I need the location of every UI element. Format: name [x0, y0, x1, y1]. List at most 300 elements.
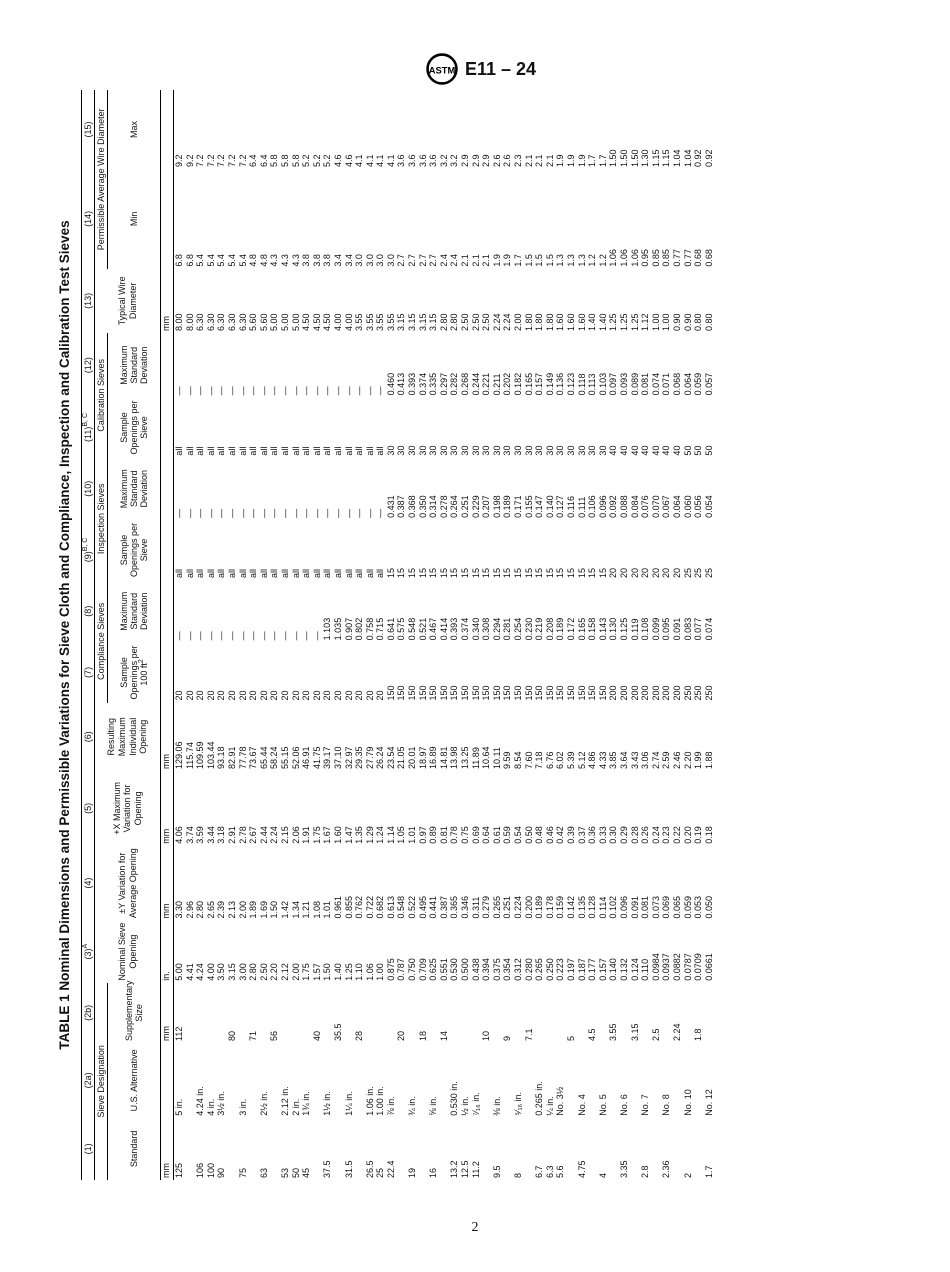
table-cell: all	[258, 446, 269, 456]
table-cell	[587, 1043, 598, 1118]
astm-logo-icon	[425, 52, 459, 86]
table-cell: —	[279, 631, 290, 641]
table-cell: all	[248, 569, 259, 579]
table-cell: 5.00	[269, 313, 280, 331]
table-cell: 11.89	[470, 747, 481, 770]
table-cell: 3.43	[629, 751, 640, 770]
table-cell: 2.44	[258, 826, 269, 844]
table-cell: No. 6	[618, 1094, 629, 1116]
table-cell: 6.4	[258, 154, 269, 167]
table-cell: 150	[523, 685, 534, 701]
table-cell	[227, 1043, 238, 1118]
table-cell: 0.159	[555, 895, 566, 919]
table-cell: 0.142	[565, 895, 576, 919]
table-cell: 20.01	[407, 746, 418, 770]
table-cell: 2.1	[523, 154, 534, 167]
colnum-2a: (2a)	[82, 1043, 95, 1118]
table-cell: 4.24	[195, 963, 206, 981]
table-cell: 0.095	[661, 617, 672, 641]
table-cell: 0.106	[587, 495, 598, 518]
header-compliance-std: Maximum Standard Deviation	[108, 580, 161, 642]
table-cell: 3.30	[174, 900, 184, 919]
table-cell: 0.61	[491, 826, 502, 844]
table-cell: 0.064	[671, 495, 682, 518]
table-cell: 5.4	[205, 254, 216, 267]
table-cell: 0.053	[693, 895, 704, 919]
table-cell	[195, 983, 206, 1043]
table-cell: 0.530	[449, 958, 460, 981]
table-cell: ⁷⁄₁₆ in.	[470, 1092, 481, 1116]
table-cell: 1.00 in.	[375, 1086, 386, 1116]
table-cell: 3.55	[608, 1023, 619, 1041]
table-cell: 50	[703, 445, 714, 456]
table-cell: 150	[460, 685, 471, 701]
colnum-14: (14)	[82, 169, 95, 269]
table-cell: 0.081	[640, 895, 651, 919]
table-row	[545, 90, 556, 1180]
table-cell: —	[174, 508, 184, 518]
table-row	[238, 90, 249, 1180]
table-cell: 1.40	[597, 313, 608, 331]
table-cell: 0.54	[513, 826, 523, 844]
table-cell: 0.096	[618, 895, 629, 919]
table-cell: —	[258, 631, 269, 641]
header-compliance-samples: Sample Openings per 100 $ft^2$	[108, 642, 161, 702]
table-cell: 15	[396, 568, 407, 579]
table-cell: 0.613	[385, 895, 396, 919]
table-cell: 1.00	[661, 313, 672, 331]
table-cell: 2.00	[513, 313, 523, 331]
table-cell: 4.6	[332, 154, 343, 167]
table-cell: 5.12	[576, 751, 587, 770]
table-cell: 150	[385, 685, 396, 701]
table-cell: all	[195, 569, 206, 579]
table-cell: 1.01	[322, 900, 333, 919]
table-cell: 20	[301, 690, 312, 701]
table-cell: 20	[640, 568, 651, 579]
table-cell: all	[290, 569, 301, 579]
table-cell: 1.50	[322, 963, 333, 981]
table-cell: 8.00	[184, 313, 195, 331]
table-cell: 1.15	[650, 149, 661, 167]
table-cell: 27.79	[364, 746, 375, 770]
unit-cell	[161, 520, 174, 580]
table-cell: all	[184, 446, 195, 456]
table-row	[195, 90, 206, 1180]
table-cell	[704, 983, 715, 1043]
table-cell: —	[301, 631, 312, 641]
table-cell: 0.438	[470, 958, 481, 981]
unit-cell: mm	[161, 771, 174, 846]
table-cell	[513, 983, 524, 1043]
colnum-1: (1)	[82, 1118, 95, 1180]
table-cell: 71	[248, 1030, 259, 1041]
table-cell	[566, 1043, 577, 1118]
table-cell: 50	[682, 445, 693, 456]
table-cell: 0.0937	[661, 953, 672, 981]
colnum-6: (6)	[82, 703, 95, 772]
table-cell: 5.8	[279, 154, 290, 167]
table-cell: 0.155	[523, 495, 534, 518]
table-cell: —	[226, 631, 237, 641]
table-cell: 30	[396, 445, 407, 456]
table-cell: —	[322, 508, 333, 518]
table-cell: 2.13	[226, 900, 237, 919]
table-cell: 8.00	[174, 313, 184, 331]
table-cell: 1.7	[703, 1165, 714, 1178]
colnum-7: (7)	[82, 642, 95, 702]
table-cell: 15	[513, 568, 523, 579]
table-cell: 6.02	[555, 751, 566, 770]
table-cell: 1.69	[258, 900, 269, 919]
table-cell: 0.081	[640, 372, 651, 396]
table-row	[407, 90, 418, 1180]
table-cell: 1.9	[565, 154, 576, 167]
table-cell: 20	[661, 568, 672, 579]
table-cell: —	[216, 508, 227, 518]
table-cell: 200	[608, 685, 619, 701]
table-cell: 0.076	[640, 495, 651, 518]
table-cell: 4.1	[364, 154, 375, 167]
table-cell: 2.24	[491, 313, 502, 331]
table-cell: 0.114	[597, 896, 608, 919]
table-cell: 3.6	[417, 154, 428, 167]
group-sieve-designation: Sieve Designation	[95, 983, 108, 1180]
table-cell: 0.279	[481, 895, 492, 919]
table-cell: 0.802	[354, 617, 365, 641]
table-cell: 15	[470, 568, 481, 579]
units-row	[161, 90, 174, 1180]
table-cell: 5.39	[565, 751, 576, 770]
unit-cell: mm	[161, 703, 174, 772]
table-cell: 2.15	[279, 826, 290, 844]
table-cell: 1.30	[640, 149, 651, 167]
table-cell: 3.15	[226, 963, 237, 981]
table-cell: 30	[565, 445, 576, 456]
table-cell: 20	[226, 690, 237, 701]
table-cell: 150	[565, 685, 576, 701]
table-cell: 30	[438, 445, 449, 456]
unit-cell: in.	[161, 921, 174, 983]
table-cell: ⅜ in.	[491, 1096, 502, 1116]
table-cell: 106	[195, 1162, 206, 1178]
table-cell: 4.75	[576, 1160, 587, 1178]
table-cell: 0.335	[428, 372, 439, 396]
rotated-table-container	[53, 90, 883, 1180]
table-cell: 0.265	[491, 895, 502, 919]
table-cell: —	[237, 386, 248, 396]
table-cell: 3.15	[629, 1023, 640, 1041]
table-cell: 4.50	[301, 313, 312, 331]
table-row	[227, 90, 238, 1180]
table-cell: 0.070	[650, 495, 661, 518]
table-cell: all	[332, 569, 343, 579]
table-cell: 4.8	[258, 254, 269, 267]
unit-cell	[161, 1043, 174, 1118]
table-cell: 30	[513, 445, 523, 456]
table-cell: 4.06	[174, 826, 184, 844]
table-cell: 1.29	[364, 826, 375, 844]
table-cell: No. 10	[682, 1089, 693, 1116]
table-cell: all	[375, 569, 386, 579]
table-cell: 0.282	[449, 372, 460, 396]
table-cell: 0.787	[396, 958, 407, 981]
table-cell: 30	[481, 445, 492, 456]
table-cell: 0.314	[428, 495, 439, 518]
table-row	[174, 90, 185, 1180]
table-cell: ¼ in.	[544, 1096, 555, 1116]
table-row	[365, 90, 376, 1180]
table-cell: all	[258, 569, 269, 579]
table-row	[322, 90, 333, 1180]
table-cell: 1.75	[301, 963, 312, 981]
table-row	[354, 90, 365, 1180]
table-cell: 1.06	[608, 249, 619, 267]
table-cell: —	[174, 631, 184, 641]
table-cell: 40	[640, 445, 651, 456]
table-cell: 0.48	[534, 826, 545, 844]
table-cell: 0.198	[491, 495, 502, 518]
table-cell	[428, 983, 439, 1043]
header-nominal-opening: Nominal Sieve Opening	[95, 921, 161, 983]
table-cell: 0.097	[608, 372, 619, 396]
table-cell: 15	[576, 568, 587, 579]
table-cell: 6.8	[184, 254, 195, 267]
table-cell: 1.75	[311, 826, 322, 844]
table-cell: 0.110	[640, 958, 651, 981]
table-cell: 1.25	[618, 313, 629, 331]
table-cell: 4.00	[343, 313, 354, 331]
table-cell: 0.709	[417, 958, 428, 981]
table-cell: 1.2	[597, 254, 608, 267]
group-wire: Permissible Average Wire Diameter	[95, 90, 108, 269]
table-cell: 0.0984	[650, 953, 661, 981]
table-cell: 0.178	[544, 895, 555, 919]
table-cell	[354, 1043, 365, 1118]
table-row	[471, 90, 482, 1180]
table-cell: 45	[301, 1167, 312, 1178]
table-cell: 1.40	[332, 963, 343, 981]
table-cell: 0.223	[555, 958, 566, 981]
table-cell: 2.39	[216, 900, 227, 919]
table-body	[161, 90, 715, 1180]
table-cell: 37.10	[332, 746, 343, 770]
table-cell: 1.3	[565, 254, 576, 267]
table-cell: ½ in.	[460, 1096, 471, 1116]
table-cell	[672, 1118, 683, 1180]
unit-cell	[161, 580, 174, 642]
table-cell: 0.92	[703, 149, 714, 167]
table-cell: 1.21	[301, 900, 312, 919]
table-cell: 2.50	[470, 313, 481, 331]
table-cell: 2.4	[438, 254, 449, 267]
table-cell: 0.157	[534, 372, 545, 396]
table-cell: 0.80	[693, 313, 704, 331]
table-cell: 109.59	[195, 741, 206, 770]
table-cell: 0.308	[481, 617, 492, 641]
table-cell: 2.12 in.	[279, 1086, 290, 1116]
table-cell: 0.762	[354, 895, 365, 919]
table-cell: 0.0709	[693, 953, 704, 981]
table-cell: 15	[534, 568, 545, 579]
table-cell: —	[290, 508, 301, 518]
table-cell: 4.50	[311, 313, 322, 331]
table-cell: 3.6	[396, 154, 407, 167]
table-cell	[661, 983, 672, 1043]
unit-cell	[161, 397, 174, 457]
table-cell: 5.4	[216, 254, 227, 267]
table-cell: 2.80	[248, 963, 259, 981]
table-cell: —	[290, 386, 301, 396]
table-cell: 150	[438, 685, 449, 701]
table-cell: 0.441	[428, 895, 439, 919]
table-cell: 2.46	[671, 751, 682, 770]
table-cell: 20	[332, 690, 343, 701]
table-cell: 9.2	[184, 154, 195, 167]
table-cell: —	[290, 631, 301, 641]
table-cell: 0.95	[640, 249, 651, 267]
table-cell: 3.06	[640, 751, 651, 770]
table-cell: 3.74	[184, 826, 195, 844]
table-cell: 0.250	[544, 958, 555, 981]
table-cell: all	[375, 446, 386, 456]
table-cell: 15	[587, 568, 598, 579]
table-cell: 2.00	[237, 900, 248, 919]
table-cell: 0.368	[407, 495, 418, 518]
table-cell: all	[237, 569, 248, 579]
table-cell: 30	[597, 445, 608, 456]
table-row	[185, 90, 196, 1180]
table-cell: 8	[513, 1172, 523, 1178]
table-cell: 3.2	[449, 154, 460, 167]
table-cell: all	[216, 446, 227, 456]
table-cell	[587, 1118, 598, 1180]
table-cell: 3.85	[608, 751, 619, 770]
table-cell: 30	[544, 445, 555, 456]
header-max-opening: Resulting Maximum Individual Opening	[95, 703, 161, 772]
table-cell: 6.3	[544, 1165, 555, 1178]
table-cell: 0.177	[587, 958, 598, 981]
table-row	[513, 90, 524, 1180]
table-cell: all	[354, 446, 365, 456]
table-cell: 0.128	[587, 895, 598, 919]
table-row	[291, 90, 302, 1180]
header-wire-diameter: Typical Wire Diameter	[95, 269, 161, 333]
table-cell: 0.165	[523, 372, 534, 396]
table-cell: 9.5	[491, 1165, 502, 1178]
table-cell: 0.207	[481, 495, 492, 518]
table-row	[693, 90, 704, 1180]
table-cell: 11.2	[470, 1161, 481, 1178]
table-cell: 0.85	[661, 249, 672, 267]
table-cell: 0.81	[438, 826, 449, 844]
table-cell: 200	[640, 685, 651, 701]
table-cell: 50	[290, 1167, 301, 1178]
table-cell: —	[174, 386, 184, 396]
table-cell: 50	[693, 445, 704, 456]
table-cell: 0.219	[534, 617, 545, 641]
table-cell: 0.103	[597, 372, 608, 396]
table-cell: —	[205, 386, 216, 396]
table-cell: 1¼ in.	[343, 1091, 354, 1116]
table-cell: 0.625	[428, 958, 439, 981]
table-cell: 5.4	[226, 254, 237, 267]
table-cell: 0.059	[693, 372, 704, 396]
table-cell: 103.44	[205, 741, 216, 770]
table-cell: 20	[650, 568, 661, 579]
table-cell: 3 in.	[237, 1098, 248, 1116]
table-cell: 15	[502, 568, 513, 579]
table-cell	[407, 983, 418, 1043]
table-cell: 150	[449, 685, 460, 701]
table-cell: 0.089	[629, 372, 640, 396]
table-cell: 150	[481, 685, 492, 701]
table-cell: 0.172	[565, 617, 576, 641]
table-cell: 0.50	[523, 826, 534, 844]
table-cell: 0.143	[597, 617, 608, 641]
table-cell: 9.59	[502, 751, 513, 770]
table-cell: 0.0882	[671, 953, 682, 981]
table-cell: No. 7	[640, 1094, 651, 1116]
colnum-5: (5)	[82, 771, 95, 846]
table-cell	[312, 1118, 323, 1180]
table-row	[386, 90, 397, 1180]
table-cell: 1.24	[375, 826, 386, 844]
table-row	[577, 90, 588, 1180]
table-cell: 15	[407, 568, 418, 579]
table-cell: 82.91	[226, 746, 237, 770]
table-row	[344, 90, 355, 1180]
table-cell: 2.9	[481, 154, 492, 167]
table-cell: 5.4	[237, 254, 248, 267]
table-cell: 0.278	[438, 495, 449, 518]
table-cell: 2.20	[269, 963, 280, 981]
table-cell: 5.60	[248, 313, 259, 331]
unit-cell	[161, 642, 174, 702]
table-cell	[248, 1118, 259, 1180]
unit-cell: mm	[161, 846, 174, 921]
table-cell: 40	[661, 445, 672, 456]
table-cell	[449, 983, 460, 1043]
table-cell: 0.068	[671, 372, 682, 396]
table-cell: —	[354, 386, 365, 396]
table-cell: 0.551	[438, 958, 449, 981]
table-cell: 20	[290, 690, 301, 701]
table-cell: 0.30	[608, 826, 619, 844]
table-cell: 30	[449, 445, 460, 456]
header-wire-min: Min	[108, 169, 161, 269]
table-cell	[577, 983, 588, 1043]
table-cell: —	[301, 508, 312, 518]
table-cell: 0.750	[407, 958, 418, 981]
table-row	[375, 90, 386, 1180]
table-cell: 0.346	[460, 895, 471, 919]
table-cell: 3.0	[354, 254, 365, 267]
table-cell: 15	[597, 568, 608, 579]
table-cell: 20	[174, 690, 184, 701]
table-cell: 0.268	[460, 372, 471, 396]
page-number: 2	[471, 1220, 479, 1235]
table-cell: 1.10	[354, 963, 365, 981]
table-cell: 55.15	[279, 746, 290, 770]
table-cell	[396, 1043, 407, 1118]
table-cell: 0.281	[502, 617, 513, 641]
table-cell: all	[269, 446, 280, 456]
table-cell: 0.057	[703, 372, 714, 396]
table-cell: 0.187	[576, 958, 587, 981]
table-cell	[460, 983, 471, 1043]
table-cell: 3.18	[216, 826, 227, 844]
